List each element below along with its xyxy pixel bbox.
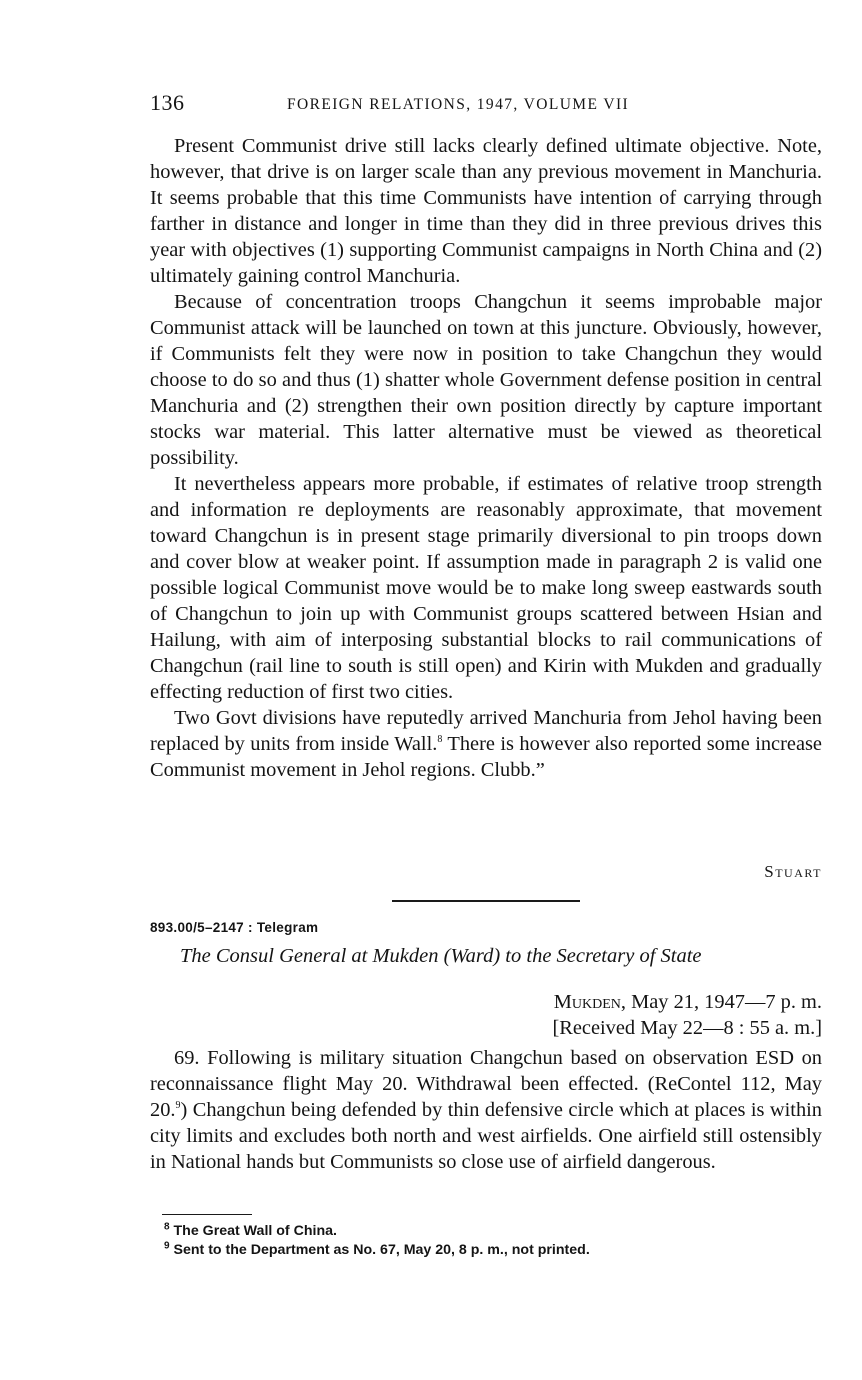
- file-reference: 893.00/5–2147 : Telegram: [150, 920, 319, 935]
- telegram-continuation: [150, 133, 822, 783]
- footnote-marker: 9: [164, 1240, 170, 1252]
- running-head: FOREIGN RELATIONS, 1947, VOLUME VII: [287, 96, 630, 113]
- page-number: 136: [150, 90, 185, 115]
- dateline-date: , May 21, 1947—7 p. m.: [620, 991, 822, 1013]
- footnote: [164, 1241, 804, 1260]
- paragraph-text: ) Changchun being defended by thin defensive circle which at places is within city limits and excludes both north and west airfields. One airfield still ostensibly in National hands but Communists so close use of airfield dangerous.: [150, 1099, 822, 1173]
- page-header: [150, 90, 822, 120]
- dateline: [552, 989, 822, 1041]
- dateline-received: [Received May 22—8 : 55 a. m.]: [552, 1017, 822, 1039]
- footnote: [164, 1222, 804, 1241]
- section-divider: [392, 900, 580, 902]
- paragraph-text: Two Govt divisions have reputedly arrived Manchuria from Jehol having been replaced by units from inside Wall.: [150, 707, 822, 755]
- paragraph: It nevertheless appears more probable, if estimates of relative troop strength and information re deployments are reasonably approximate, that movement toward Changchun is in present stage primarily diversional to pin troops down and cover blow at weaker point. If assumption made in paragraph 2 is valid one possible logical Communist move would be to make long sweep eastwards south of Changchun to join up with Communist groups scattered between Hsian and Hailung, with aim of interposing substantial blocks to rail communications of Changchun (rail line to south is still open) and Kirin with Mukden and gradually effecting reduction of first two cities.: [150, 473, 822, 703]
- paragraph-text: 69. Following is military situation Changchun based on observation ESD on reconnaissance flight May 20. Withdrawal been effected. (ReContel 112, May 20.: [150, 1047, 822, 1121]
- document-heading: The Consul General at Mukden (Ward) to the Secretary of State: [180, 945, 702, 967]
- footnote-divider: [162, 1214, 252, 1215]
- footnote-ref: 8: [437, 734, 443, 746]
- telegram-body: [150, 1045, 822, 1175]
- footnote-text: The Great Wall of China.: [173, 1223, 337, 1239]
- dateline-sent: [552, 989, 822, 1015]
- paragraph: Present Communist drive still lacks clearly defined ultimate objective. Note, however, that drive is on larger scale than any previous movement in Manchuria. It seems probable that this time Communists have intention of carrying through farther in distance and longer in time than they did in three previous drives this year with objectives (1) supporting Communist campaigns in North China and (2) ultimately gaining control Manchuria.: [150, 135, 822, 287]
- paragraph-text: There is however also reported some increase Communist movement in Jehol regions. Clubb.”: [150, 733, 822, 781]
- footnotes: [164, 1222, 804, 1260]
- dateline-place: Mukden: [553, 991, 621, 1013]
- footnote-marker: 8: [164, 1221, 170, 1233]
- footnote-ref: 9: [175, 1100, 181, 1112]
- signature: Stuart: [764, 862, 822, 881]
- paragraph: Because of concentration troops Changchun it seems improbable major Communist attack will be launched on town at this juncture. Obviously, however, if Communists felt they were now in position to take Changchun they would choose to do so and thus (1) shatter whole Government defense position in central Manchuria and (2) strengthen their own position directly by capture important stocks war material. This latter alternative must be viewed as theoretical possibility.: [150, 291, 822, 469]
- paragraph-last: [150, 705, 822, 783]
- paragraph: [150, 1045, 822, 1175]
- footnote-text: Sent to the Department as No. 67, May 20, 8 p. m., not printed.: [173, 1242, 590, 1258]
